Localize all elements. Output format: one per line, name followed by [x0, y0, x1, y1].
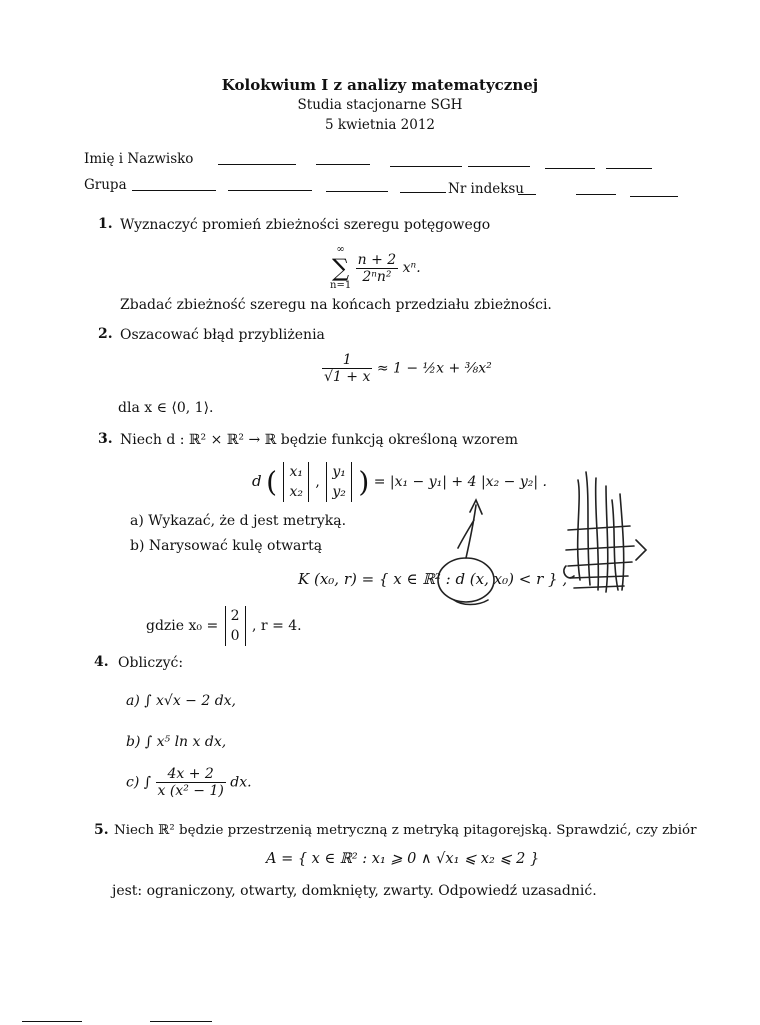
metric-rhs: = |x₁ − y₁| + 4 |x₂ − y₂| .: [373, 474, 547, 490]
subproblem-a: a) Wykazać, że d jest metryką.: [130, 513, 347, 529]
problem-text: Obliczyć:: [118, 655, 184, 671]
name-label: Imię i Nazwisko: [84, 151, 194, 167]
numerator: 1: [322, 352, 372, 369]
formula-tail: xⁿ.: [402, 260, 421, 276]
sum-lower: n=1: [330, 280, 352, 291]
problem-domain: dla x ∈ ⟨0, 1⟩.: [118, 400, 214, 416]
vector-x0: 2 0: [225, 606, 246, 646]
formula-rhs: ≈ 1 − ½x + ⅜x²: [376, 360, 492, 377]
problem-text: Niech ℝ² będzie przestrzenią metryczną z metryką pitagorejską. Sprawdzić, czy zbiór: [114, 823, 697, 838]
problem-number: 3.: [98, 431, 113, 447]
handwritten-scribble-lines: [578, 472, 624, 592]
page-title: Kolokwium I z analizy matematycznej: [221, 76, 539, 94]
set-definition: A = { x ∈ ℝ² : x₁ ⩾ 0 ∧ √x₁ ⩽ x₂ ⩽ 2 }: [266, 851, 540, 867]
problem-text: Wyznaczyć promień zbieżności szeregu potęgowego: [120, 217, 491, 233]
page-subtitle: Studia stacjonarne SGH: [297, 97, 463, 113]
handwritten-arrow: [458, 500, 482, 558]
exam-date: 5 kwietnia 2012: [324, 117, 436, 133]
numerator: 4x + 2: [156, 766, 226, 783]
handwritten-hook: [564, 566, 574, 578]
metric-formula: d ( x₁ x₂ , y₁ y₂ ) = |x₁ − y₁| + 4 |x₂ − y₂| .: [252, 464, 547, 500]
problem-number: 2.: [98, 326, 113, 342]
center-definition: gdzie x₀ = 2 0 , r = 4.: [146, 608, 302, 644]
index-label: Nr indeksu: [448, 181, 525, 197]
sum-symbol: ∑: [332, 254, 350, 282]
problem-number: 4.: [94, 654, 109, 670]
problem-number: 1.: [98, 216, 113, 232]
integral-b: b) ∫ x⁵ ln x dx,: [126, 734, 227, 750]
subproblem-b: b) Narysować kulę otwartą: [130, 538, 323, 554]
problem-text: Oszacować błąd przybliżenia: [120, 327, 325, 343]
denominator: x (x² − 1): [157, 783, 224, 799]
numerator: n + 2: [357, 251, 397, 268]
integral-c: c) ∫ $\frac{4x + 2}{\text{x (x² − 1)}}$ dx.: [126, 766, 252, 799]
vector-x: x₁ x₂: [283, 462, 309, 502]
scan-artifact: [150, 1021, 212, 1022]
group-label: Grupa: [84, 177, 127, 193]
vector-y: y₁ y₂: [326, 462, 352, 502]
handwritten-chevron: [636, 540, 646, 560]
problem-text-2: jest: ograniczony, otwarty, domknięty, zwarty. Odpowiedź uzasadnić.: [112, 883, 597, 899]
problem-number: 5.: [94, 822, 109, 838]
integral-a: a) ∫ x√x − 2 dx,: [126, 693, 237, 709]
denominator: 2ⁿn²: [362, 268, 392, 285]
denominator: √1 + x: [324, 369, 371, 385]
ball-formula: K (x₀, r) = { x ∈ ℝ² : d (x, x₀) < r } ,: [298, 570, 568, 588]
handwritten-circle: [438, 558, 494, 602]
scan-artifact: [22, 1021, 82, 1022]
problem-text-2: Zbadać zbieżność szeregu na końcach przedziału zbieżności.: [120, 297, 552, 313]
sum-upper: ∞: [336, 244, 345, 255]
problem-text: Niech d : ℝ² × ℝ² → ℝ będzie funkcją określoną wzorem: [120, 432, 519, 448]
